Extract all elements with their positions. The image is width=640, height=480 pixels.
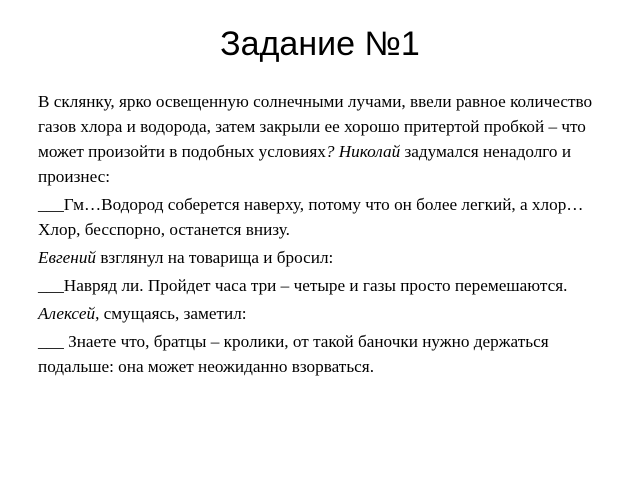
alexey-intro-text: , смущаясь, заметил: [95, 304, 247, 323]
slide-title: Задание №1 [220, 25, 420, 63]
speaker-evgeny: Евгений [38, 248, 97, 267]
speaker-nikolai: ? Николай [325, 142, 401, 161]
paragraph-evgeny-reply [38, 273, 608, 298]
evgeny-intro-text: взглянул на товарища и бросил: [96, 248, 334, 267]
alexey-reply-text: ___ Знаете что, братцы – кролики, от такой баночки нужно держаться подальше: она может неожиданно взорваться. [38, 332, 549, 376]
question-tail: задумался ненадолго и произнес: [38, 142, 572, 186]
nikolai-reply-text: ___Гм…Водород соберется наверху, потому что он более легкий, а хлор…Хлор, бесспорно, останется внизу. [38, 195, 584, 239]
paragraph-alexey-intro [38, 301, 608, 326]
speaker-alexey: Алексей [38, 304, 96, 323]
question-text: В склянку, ярко освещенную солнечными лучами, ввели равное количество газов хлора и водорода, затем закрыли ее хорошо притертой пробкой – что может произойти в подобных условиях [38, 92, 593, 161]
paragraph-evgeny-intro [38, 245, 608, 270]
paragraph-alexey-reply [38, 329, 608, 379]
paragraph-nikolai-reply [38, 192, 608, 242]
paragraph-question [38, 89, 608, 189]
evgeny-reply-text: ___Навряд ли. Пройдет часа три – четыре и газы просто перемешаются. [38, 276, 568, 295]
slide-body [38, 89, 608, 382]
